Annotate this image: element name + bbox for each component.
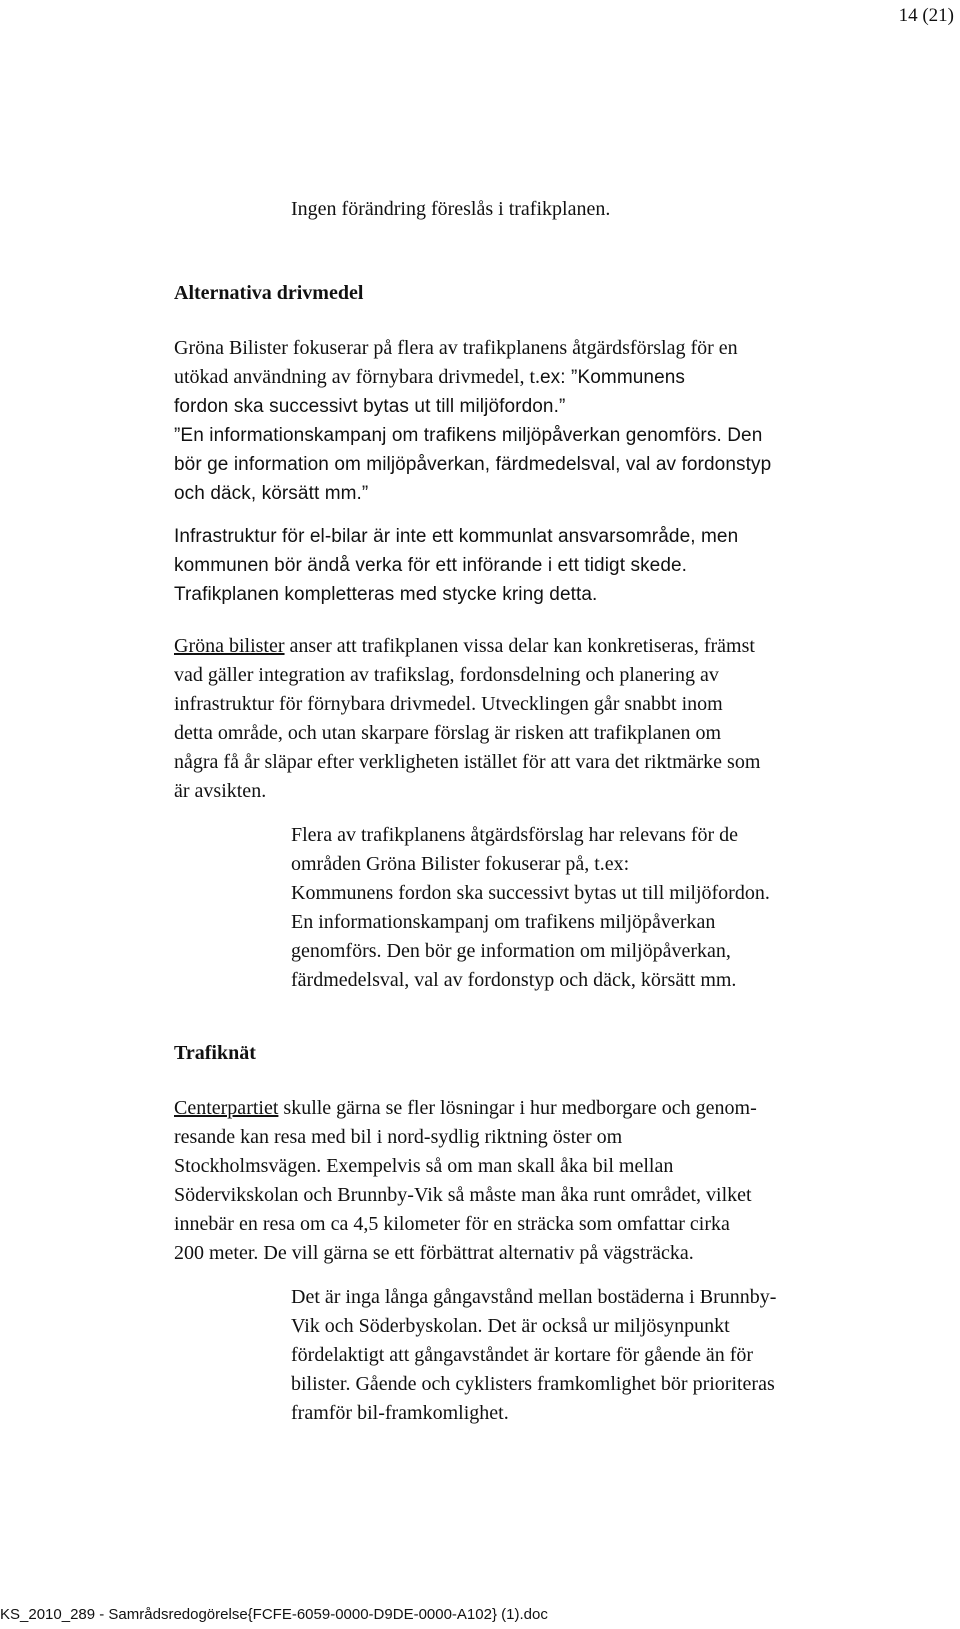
text-line: detta område, och utan skarpare förslag är risken att trafikplanen om [174, 722, 722, 744]
text-line: infrastruktur för förnybara drivmedel. Utvecklingen går snabbt inom [174, 693, 723, 715]
text-line: Kommunens fordon ska successivt bytas ut till miljöfordon. [291, 882, 770, 904]
intro-note: Ingen förändring föreslås i trafikplanen. [291, 198, 611, 220]
text-line: fordon ska successivt bytas ut till miljöfordon.” [174, 396, 566, 417]
response-alternative-fuels [291, 821, 901, 995]
text-line: Flera av trafikplanens åtgärdsförslag har relevans för de [291, 824, 739, 846]
text-line: områden Gröna Bilister fokuserar på, t.ex: [291, 853, 630, 875]
text-segment: anser att trafikplanen vissa delar kan konkretiseras, främst [284, 635, 755, 657]
text-line: bilister. Gående och cyklisters framkomlighet bör prioriteras [291, 1373, 775, 1395]
section-heading-alternative-fuels: Alternativa drivmedel [174, 282, 364, 304]
party-name-green-drivers: Gröna bilister [174, 635, 285, 657]
text-line: En informationskampanj om trafikens miljöpåverkan [291, 911, 716, 933]
text-line: innebär en resa om ca 4,5 kilometer för en sträcka som omfattar cirka [174, 1213, 730, 1235]
text-line: Trafikplanen kompletteras med stycke kring detta. [174, 584, 598, 605]
text-segment: skulle gärna se fler lösningar i hur medborgare och genom- [278, 1097, 757, 1119]
text-line [174, 632, 894, 661]
text-line: fördelaktigt att gångavståndet är kortare för gående än för [291, 1344, 754, 1366]
text-line: ”En informationskampanj om trafikens miljöpåverkan genomförs. Den [174, 425, 763, 446]
paragraph-green-drivers-quote [174, 334, 894, 508]
text-line: kommunen bör ändå verka för ett införande i ett tidigt skede. [174, 555, 688, 576]
text-line: Infrastruktur för el-bilar är inte ett kommunlat ansvarsområde, men [174, 526, 739, 547]
text-line: framför bil-framkomlighet. [291, 1402, 509, 1424]
response-traffic-network [291, 1283, 901, 1428]
text-line: färdmedelsval, val av fordonstyp och däck, körsätt mm. [291, 969, 737, 991]
text-line: vad gäller integration av trafikslag, fordonsdelning och planering av [174, 664, 719, 686]
paragraph-ev-infrastructure [174, 522, 894, 609]
text-line: Det är inga långa gångavstånd mellan bostäderna i Brunnby- [291, 1286, 777, 1308]
text-segment: utökad användning av förnybara drivmedel, t. [174, 366, 540, 388]
party-name-centre-party: Centerpartiet [174, 1097, 279, 1119]
text-line: Gröna Bilister fokuserar på flera av trafikplanens åtgärdsförslag för en [174, 337, 738, 359]
text-line: Stockholmsvägen. Exempelvis så om man skall åka bil mellan [174, 1155, 674, 1177]
paragraph-centre-party-opinion [174, 1094, 894, 1268]
text-line: bör ge information om miljöpåverkan, färdmedelsval, val av fordonstyp [174, 454, 772, 475]
text-line: 200 meter. De vill gärna se ett förbättrat alternativ på vägsträcka. [174, 1242, 694, 1264]
text-line: är avsikten. [174, 780, 267, 802]
document-footer: KS_2010_289 - Samrådsredogörelse{FCFE-6059-0000-D9DE-0000-A102} (1).doc [0, 1606, 548, 1623]
text-segment: ex: ”Kommunens [540, 367, 686, 388]
page-number: 14 (21) [898, 5, 954, 26]
text-line [174, 363, 894, 392]
text-line: Vik och Söderbyskolan. Det är också ur miljösynpunkt [291, 1315, 730, 1337]
text-line: och däck, körsätt mm.” [174, 483, 369, 504]
text-line: några få år släpar efter verkligheten istället för att vara det riktmärke som [174, 751, 761, 773]
text-line [174, 1094, 894, 1123]
text-line: resande kan resa med bil i nord-sydlig riktning öster om [174, 1126, 623, 1148]
paragraph-green-drivers-opinion [174, 632, 894, 806]
section-heading-traffic-network: Trafiknät [174, 1042, 256, 1064]
text-line: genomförs. Den bör ge information om miljöpåverkan, [291, 940, 731, 962]
text-line: Södervikskolan och Brunnby-Vik så måste man åka runt området, vilket [174, 1184, 752, 1206]
